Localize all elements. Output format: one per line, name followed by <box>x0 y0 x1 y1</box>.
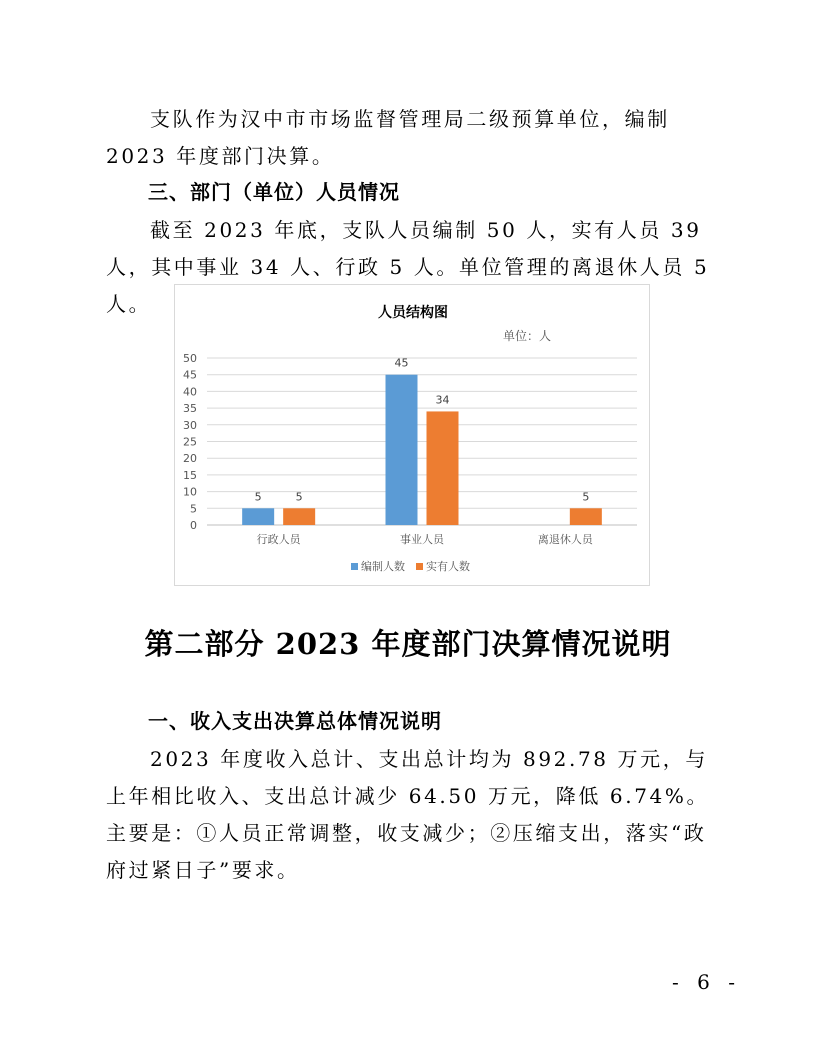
x-tick-label: 离退休人员 <box>537 533 593 546</box>
part-title: 第二部分 2023 年度部门决算情况说明 <box>144 627 672 661</box>
x-tick-label: 事业人员 <box>400 533 444 546</box>
y-tick-label: 40 <box>183 385 197 399</box>
legend-swatch-bianzhi <box>351 563 358 570</box>
y-tick-label: 0 <box>190 519 197 532</box>
data-label: 5 <box>582 490 590 504</box>
bar-bianzhi-0 <box>242 508 274 525</box>
chart-y-axis <box>183 352 197 532</box>
personnel-paragraph: 截至 2023 年底，支队人员编制 50 人，实有人员 39 人，其中事业 34 人、行政 5 人。单位管理的离退休人员 5 人。 <box>106 218 710 316</box>
legend-swatch-shiyou <box>416 563 423 570</box>
chart-gridlines <box>207 358 637 525</box>
bar-shiyou-2 <box>570 508 602 525</box>
chart-title: 人员结构图 <box>378 305 448 321</box>
data-label: 5 <box>295 490 303 504</box>
y-tick-label: 15 <box>183 468 197 482</box>
y-tick-label: 5 <box>190 502 197 516</box>
intro-paragraph: 支队作为汉中市市场监督管理局二级预算单位，编制 2023 年度部门决算。 <box>106 107 670 168</box>
bar-shiyou-0 <box>283 508 315 525</box>
chart-legend <box>351 559 470 573</box>
section1-heading: 一、收入支出决算总体情况说明 <box>148 709 442 733</box>
chart-unit-note: 单位：人 <box>503 329 552 343</box>
page-number: - 6 - <box>672 970 741 994</box>
legend-label-shiyou: 实有人数 <box>426 560 470 573</box>
personnel-chart <box>174 284 650 586</box>
data-label: 34 <box>435 393 450 407</box>
bar-bianzhi-1 <box>386 375 418 525</box>
legend-label-bianzhi: 编制人数 <box>361 560 405 573</box>
y-tick-label: 50 <box>183 352 197 365</box>
y-tick-label: 45 <box>183 368 197 382</box>
bar-shiyou-1 <box>427 411 459 525</box>
y-tick-label: 30 <box>183 418 197 432</box>
y-tick-label: 10 <box>183 485 197 499</box>
y-tick-label: 20 <box>183 452 197 466</box>
data-label: 45 <box>394 356 409 370</box>
section1-paragraph: 2023 年度收入总计、支出总计均为 892.78 万元，与上年相比收入、支出总计减少 64.50 万元，降低 6.74%。主要是：①人员正常调整，收支减少；②压缩支出，落实“政府过紧日子”要求。 <box>106 747 710 882</box>
y-tick-label: 35 <box>183 402 197 416</box>
y-tick-label: 25 <box>183 435 197 449</box>
data-label: 5 <box>254 490 262 504</box>
personnel-heading: 三、部门（单位）人员情况 <box>148 180 400 204</box>
x-tick-label: 行政人员 <box>256 533 301 546</box>
personnel-chart-svg <box>175 285 651 587</box>
